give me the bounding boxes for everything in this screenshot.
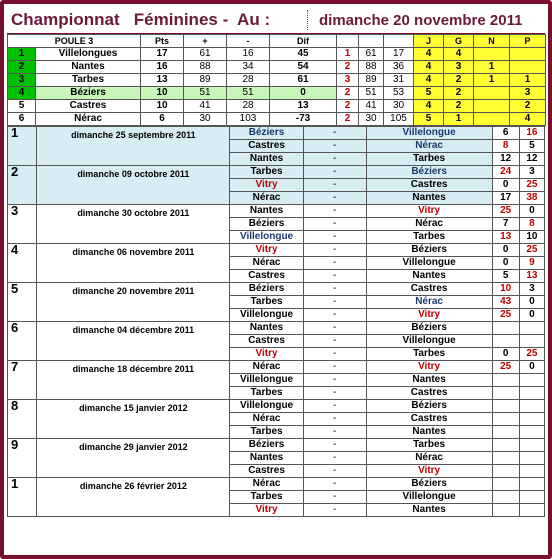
standings-table bbox=[7, 34, 546, 126]
home-score bbox=[492, 413, 519, 426]
round-number: 1 bbox=[8, 478, 37, 517]
away-team: Castres bbox=[366, 413, 492, 426]
match-separator: - bbox=[303, 322, 366, 335]
round-date: dimanche 04 décembre 2011 bbox=[37, 322, 230, 361]
header-pts: Pts bbox=[141, 35, 184, 48]
standings-row bbox=[8, 87, 546, 100]
away-score bbox=[519, 504, 544, 517]
rank-check-cell: 3 bbox=[337, 74, 359, 87]
away-team: Nantes bbox=[366, 270, 492, 283]
away-score: 8 bbox=[519, 218, 544, 231]
draw-cell: 1 bbox=[474, 74, 510, 87]
away-team: Béziers bbox=[366, 244, 492, 257]
dif-cell: 54 bbox=[270, 61, 337, 74]
away-score bbox=[519, 491, 544, 504]
home-score: 24 bbox=[492, 166, 519, 179]
match-row bbox=[8, 166, 545, 179]
dif-cell: 13 bbox=[270, 100, 337, 113]
title-bar bbox=[7, 7, 545, 34]
points-cell: 10 bbox=[141, 87, 184, 100]
away-score: 25 bbox=[519, 179, 544, 192]
round-date: dimanche 20 novembre 2011 bbox=[37, 283, 230, 322]
home-team: Nantes bbox=[230, 205, 303, 218]
check-minus-cell: 17 bbox=[384, 48, 414, 61]
home-score bbox=[492, 387, 519, 400]
round-date: dimanche 09 octobre 2011 bbox=[37, 166, 230, 205]
check-plus-cell: 41 bbox=[359, 100, 384, 113]
standings-row bbox=[8, 48, 546, 61]
away-team: Tarbes bbox=[366, 348, 492, 361]
lost-cell: 3 bbox=[510, 87, 546, 100]
home-team: Nérac bbox=[230, 192, 303, 205]
match-separator: - bbox=[303, 192, 366, 205]
standings-header-row bbox=[8, 35, 546, 48]
round-date: dimanche 06 novembre 2011 bbox=[37, 244, 230, 283]
away-team: Tarbes bbox=[366, 231, 492, 244]
home-score: 25 bbox=[492, 361, 519, 374]
away-score bbox=[519, 426, 544, 439]
home-score: 0 bbox=[492, 257, 519, 270]
current-date-title: dimanche 20 novembre 2011 bbox=[319, 11, 523, 29]
header-minus: - bbox=[227, 35, 270, 48]
match-separator: - bbox=[303, 244, 366, 257]
away-team: Vitry bbox=[366, 361, 492, 374]
header-p: P bbox=[510, 35, 546, 48]
round-date: dimanche 18 décembre 2011 bbox=[37, 361, 230, 400]
home-score: 5 bbox=[492, 270, 519, 283]
match-row bbox=[8, 205, 545, 218]
rank-check-cell: 2 bbox=[337, 87, 359, 100]
home-team: Nantes bbox=[230, 322, 303, 335]
home-score: 43 bbox=[492, 296, 519, 309]
away-score: 25 bbox=[519, 348, 544, 361]
content bbox=[7, 7, 545, 517]
match-separator: - bbox=[303, 426, 366, 439]
played-cell: 5 bbox=[414, 87, 444, 100]
away-score: 3 bbox=[519, 166, 544, 179]
home-team: Béziers bbox=[230, 218, 303, 231]
home-score: 10 bbox=[492, 283, 519, 296]
match-separator: - bbox=[303, 491, 366, 504]
home-team: Nérac bbox=[230, 257, 303, 270]
home-score: 0 bbox=[492, 348, 519, 361]
away-team: Villelongue bbox=[366, 257, 492, 270]
match-row bbox=[8, 283, 545, 296]
away-team: Béziers bbox=[366, 166, 492, 179]
away-score bbox=[519, 322, 544, 335]
check-minus-cell: 53 bbox=[384, 87, 414, 100]
away-score bbox=[519, 478, 544, 491]
home-score: 8 bbox=[492, 140, 519, 153]
match-separator: - bbox=[303, 400, 366, 413]
away-score bbox=[519, 413, 544, 426]
home-score: 0 bbox=[492, 244, 519, 257]
team-cell: Villelongues bbox=[36, 48, 141, 61]
away-score: 38 bbox=[519, 192, 544, 205]
away-score bbox=[519, 374, 544, 387]
check-minus-cell: 30 bbox=[384, 100, 414, 113]
draw-cell bbox=[474, 48, 510, 61]
match-separator: - bbox=[303, 413, 366, 426]
match-separator: - bbox=[303, 270, 366, 283]
lost-cell bbox=[510, 48, 546, 61]
check-plus-cell: 61 bbox=[359, 48, 384, 61]
round-number: 6 bbox=[8, 322, 37, 361]
round-number: 7 bbox=[8, 361, 37, 400]
standings-row bbox=[8, 61, 546, 74]
draw-cell bbox=[474, 113, 510, 126]
away-team: Vitry bbox=[366, 309, 492, 322]
home-team: Béziers bbox=[230, 127, 303, 140]
match-separator: - bbox=[303, 257, 366, 270]
home-score: 6 bbox=[492, 127, 519, 140]
rank-cell: 4 bbox=[8, 87, 36, 100]
away-team: Villelongue bbox=[366, 335, 492, 348]
home-team: Nantes bbox=[230, 452, 303, 465]
home-score bbox=[492, 426, 519, 439]
away-team: Castres bbox=[366, 387, 492, 400]
away-team: Nérac bbox=[366, 452, 492, 465]
home-team: Castres bbox=[230, 270, 303, 283]
check-plus-cell: 51 bbox=[359, 87, 384, 100]
lost-cell: 1 bbox=[510, 74, 546, 87]
home-score: 0 bbox=[492, 179, 519, 192]
away-score: 12 bbox=[519, 153, 544, 166]
away-score bbox=[519, 387, 544, 400]
team-cell: Nérac bbox=[36, 113, 141, 126]
round-number: 1 bbox=[8, 127, 37, 166]
away-team: Nérac bbox=[366, 218, 492, 231]
home-score: 7 bbox=[492, 218, 519, 231]
match-separator: - bbox=[303, 231, 366, 244]
draw-cell bbox=[474, 87, 510, 100]
team-cell: Castres bbox=[36, 100, 141, 113]
home-score: 17 bbox=[492, 192, 519, 205]
points-cell: 13 bbox=[141, 74, 184, 87]
home-team: Castres bbox=[230, 335, 303, 348]
home-score bbox=[492, 478, 519, 491]
rank-check-cell: 2 bbox=[337, 113, 359, 126]
standings-row bbox=[8, 100, 546, 113]
match-row bbox=[8, 322, 545, 335]
home-team: Tarbes bbox=[230, 166, 303, 179]
round-date: dimanche 30 octobre 2011 bbox=[37, 205, 230, 244]
home-score bbox=[492, 374, 519, 387]
rank-cell: 5 bbox=[8, 100, 36, 113]
away-team: Nantes bbox=[366, 504, 492, 517]
match-separator: - bbox=[303, 179, 366, 192]
won-cell: 3 bbox=[444, 61, 474, 74]
plus-cell: 30 bbox=[184, 113, 227, 126]
match-separator: - bbox=[303, 127, 366, 140]
home-score bbox=[492, 322, 519, 335]
round-date: dimanche 25 septembre 2011 bbox=[37, 127, 230, 166]
match-separator: - bbox=[303, 439, 366, 452]
match-separator: - bbox=[303, 296, 366, 309]
home-team: Tarbes bbox=[230, 491, 303, 504]
dif-cell: 45 bbox=[270, 48, 337, 61]
plus-cell: 51 bbox=[184, 87, 227, 100]
rank-cell: 3 bbox=[8, 74, 36, 87]
rank-check-cell: 1 bbox=[337, 48, 359, 61]
plus-cell: 89 bbox=[184, 74, 227, 87]
away-score: 25 bbox=[519, 244, 544, 257]
home-team: Villelongue bbox=[230, 231, 303, 244]
home-score bbox=[492, 439, 519, 452]
standings-row bbox=[8, 74, 546, 87]
match-separator: - bbox=[303, 374, 366, 387]
played-cell: 4 bbox=[414, 61, 444, 74]
lost-cell: 2 bbox=[510, 100, 546, 113]
match-separator: - bbox=[303, 335, 366, 348]
round-date: dimanche 26 février 2012 bbox=[37, 478, 230, 517]
minus-cell: 28 bbox=[227, 74, 270, 87]
away-score bbox=[519, 400, 544, 413]
played-cell: 4 bbox=[414, 48, 444, 61]
match-separator: - bbox=[303, 140, 366, 153]
match-separator: - bbox=[303, 153, 366, 166]
check-plus-cell: 89 bbox=[359, 74, 384, 87]
home-score: 13 bbox=[492, 231, 519, 244]
draw-cell bbox=[474, 100, 510, 113]
home-team: Vitry bbox=[230, 348, 303, 361]
match-row bbox=[8, 244, 545, 257]
title-separator bbox=[307, 10, 315, 30]
points-cell: 16 bbox=[141, 61, 184, 74]
round-number: 8 bbox=[8, 400, 37, 439]
header-plus: + bbox=[184, 35, 227, 48]
away-team: Nantes bbox=[366, 192, 492, 205]
plus-cell: 61 bbox=[184, 48, 227, 61]
home-team: Nérac bbox=[230, 478, 303, 491]
home-score: 12 bbox=[492, 153, 519, 166]
minus-cell: 34 bbox=[227, 61, 270, 74]
match-separator: - bbox=[303, 478, 366, 491]
header-j: J bbox=[414, 35, 444, 48]
away-score: 13 bbox=[519, 270, 544, 283]
match-row bbox=[8, 478, 545, 491]
minus-cell: 103 bbox=[227, 113, 270, 126]
check-plus-cell: 88 bbox=[359, 61, 384, 74]
round-number: 4 bbox=[8, 244, 37, 283]
home-team: Nérac bbox=[230, 361, 303, 374]
away-team: Béziers bbox=[366, 322, 492, 335]
home-team: Tarbes bbox=[230, 426, 303, 439]
round-number: 2 bbox=[8, 166, 37, 205]
round-date: dimanche 15 janvier 2012 bbox=[37, 400, 230, 439]
match-separator: - bbox=[303, 166, 366, 179]
home-score: 25 bbox=[492, 309, 519, 322]
away-team: Nantes bbox=[366, 426, 492, 439]
minus-cell: 16 bbox=[227, 48, 270, 61]
draw-cell: 1 bbox=[474, 61, 510, 74]
header-n: N bbox=[474, 35, 510, 48]
match-separator: - bbox=[303, 348, 366, 361]
team-cell: Tarbes bbox=[36, 74, 141, 87]
home-score bbox=[492, 491, 519, 504]
away-team: Castres bbox=[366, 179, 492, 192]
check-minus-cell: 105 bbox=[384, 113, 414, 126]
away-team: Vitry bbox=[366, 205, 492, 218]
dif-cell: 61 bbox=[270, 74, 337, 87]
check-plus-cell: 30 bbox=[359, 113, 384, 126]
dif-cell: 0 bbox=[270, 87, 337, 100]
match-row bbox=[8, 400, 545, 413]
plus-cell: 41 bbox=[184, 100, 227, 113]
played-cell: 4 bbox=[414, 74, 444, 87]
header-blank-1 bbox=[337, 35, 359, 48]
match-row bbox=[8, 361, 545, 374]
away-team: Villelongue bbox=[366, 491, 492, 504]
home-team: Béziers bbox=[230, 283, 303, 296]
rank-cell: 2 bbox=[8, 61, 36, 74]
home-team: Vitry bbox=[230, 504, 303, 517]
home-team: Vitry bbox=[230, 244, 303, 257]
lost-cell: 4 bbox=[510, 113, 546, 126]
home-team: Villelongue bbox=[230, 400, 303, 413]
away-team: Béziers bbox=[366, 400, 492, 413]
rank-check-cell: 2 bbox=[337, 61, 359, 74]
plus-cell: 88 bbox=[184, 61, 227, 74]
away-score bbox=[519, 465, 544, 478]
matches-table bbox=[7, 126, 545, 517]
won-cell: 4 bbox=[444, 48, 474, 61]
match-separator: - bbox=[303, 452, 366, 465]
home-team: Castres bbox=[230, 140, 303, 153]
rank-cell: 1 bbox=[8, 48, 36, 61]
away-team: Vitry bbox=[366, 465, 492, 478]
home-score bbox=[492, 452, 519, 465]
away-score: 10 bbox=[519, 231, 544, 244]
round-number: 3 bbox=[8, 205, 37, 244]
away-score bbox=[519, 452, 544, 465]
away-score: 5 bbox=[519, 140, 544, 153]
away-score bbox=[519, 439, 544, 452]
won-cell: 2 bbox=[444, 87, 474, 100]
round-number: 9 bbox=[8, 439, 37, 478]
away-score: 9 bbox=[519, 257, 544, 270]
match-separator: - bbox=[303, 387, 366, 400]
match-separator: - bbox=[303, 309, 366, 322]
minus-cell: 28 bbox=[227, 100, 270, 113]
match-separator: - bbox=[303, 465, 366, 478]
lost-cell bbox=[510, 61, 546, 74]
home-team: Villelongue bbox=[230, 309, 303, 322]
won-cell: 2 bbox=[444, 100, 474, 113]
home-team: Vitry bbox=[230, 179, 303, 192]
points-cell: 6 bbox=[141, 113, 184, 126]
played-cell: 4 bbox=[414, 100, 444, 113]
check-minus-cell: 36 bbox=[384, 61, 414, 74]
rank-check-cell: 2 bbox=[337, 100, 359, 113]
header-blank-2 bbox=[359, 35, 384, 48]
away-score: 0 bbox=[519, 361, 544, 374]
won-cell: 2 bbox=[444, 74, 474, 87]
dif-cell: -73 bbox=[270, 113, 337, 126]
match-row bbox=[8, 127, 545, 140]
won-cell: 1 bbox=[444, 113, 474, 126]
away-team: Castres bbox=[366, 283, 492, 296]
home-score bbox=[492, 504, 519, 517]
home-score bbox=[492, 335, 519, 348]
away-score: 0 bbox=[519, 309, 544, 322]
match-separator: - bbox=[303, 361, 366, 374]
home-score bbox=[492, 465, 519, 478]
standings-row bbox=[8, 113, 546, 126]
header-blank-3 bbox=[384, 35, 414, 48]
away-score bbox=[519, 335, 544, 348]
points-cell: 10 bbox=[141, 100, 184, 113]
match-separator: - bbox=[303, 205, 366, 218]
points-cell: 17 bbox=[141, 48, 184, 61]
away-team: Béziers bbox=[366, 478, 492, 491]
match-row bbox=[8, 439, 545, 452]
home-score: 25 bbox=[492, 205, 519, 218]
away-team: Nantes bbox=[366, 374, 492, 387]
home-score bbox=[492, 400, 519, 413]
team-cell: Béziers bbox=[36, 87, 141, 100]
away-score: 3 bbox=[519, 283, 544, 296]
away-team: Nérac bbox=[366, 296, 492, 309]
rank-cell: 6 bbox=[8, 113, 36, 126]
away-score: 0 bbox=[519, 296, 544, 309]
check-minus-cell: 31 bbox=[384, 74, 414, 87]
match-separator: - bbox=[303, 504, 366, 517]
home-team: Béziers bbox=[230, 439, 303, 452]
match-separator: - bbox=[303, 283, 366, 296]
away-score: 0 bbox=[519, 205, 544, 218]
header-poule: POULE 3 bbox=[8, 35, 141, 48]
team-cell: Nantes bbox=[36, 61, 141, 74]
home-team: Villelongue bbox=[230, 374, 303, 387]
minus-cell: 51 bbox=[227, 87, 270, 100]
header-g: G bbox=[444, 35, 474, 48]
home-team: Tarbes bbox=[230, 387, 303, 400]
home-team: Nantes bbox=[230, 153, 303, 166]
away-team: Nérac bbox=[366, 140, 492, 153]
round-number: 5 bbox=[8, 283, 37, 322]
away-team: Villelongue bbox=[366, 127, 492, 140]
home-team: Nérac bbox=[230, 413, 303, 426]
home-team: Tarbes bbox=[230, 296, 303, 309]
championship-title: Championnat Féminines - Au : bbox=[11, 10, 271, 29]
round-date: dimanche 29 janvier 2012 bbox=[37, 439, 230, 478]
away-team: Tarbes bbox=[366, 439, 492, 452]
home-team: Castres bbox=[230, 465, 303, 478]
match-separator: - bbox=[303, 218, 366, 231]
away-score: 16 bbox=[519, 127, 544, 140]
header-dif: Dif bbox=[270, 35, 337, 48]
played-cell: 5 bbox=[414, 113, 444, 126]
away-team: Tarbes bbox=[366, 153, 492, 166]
